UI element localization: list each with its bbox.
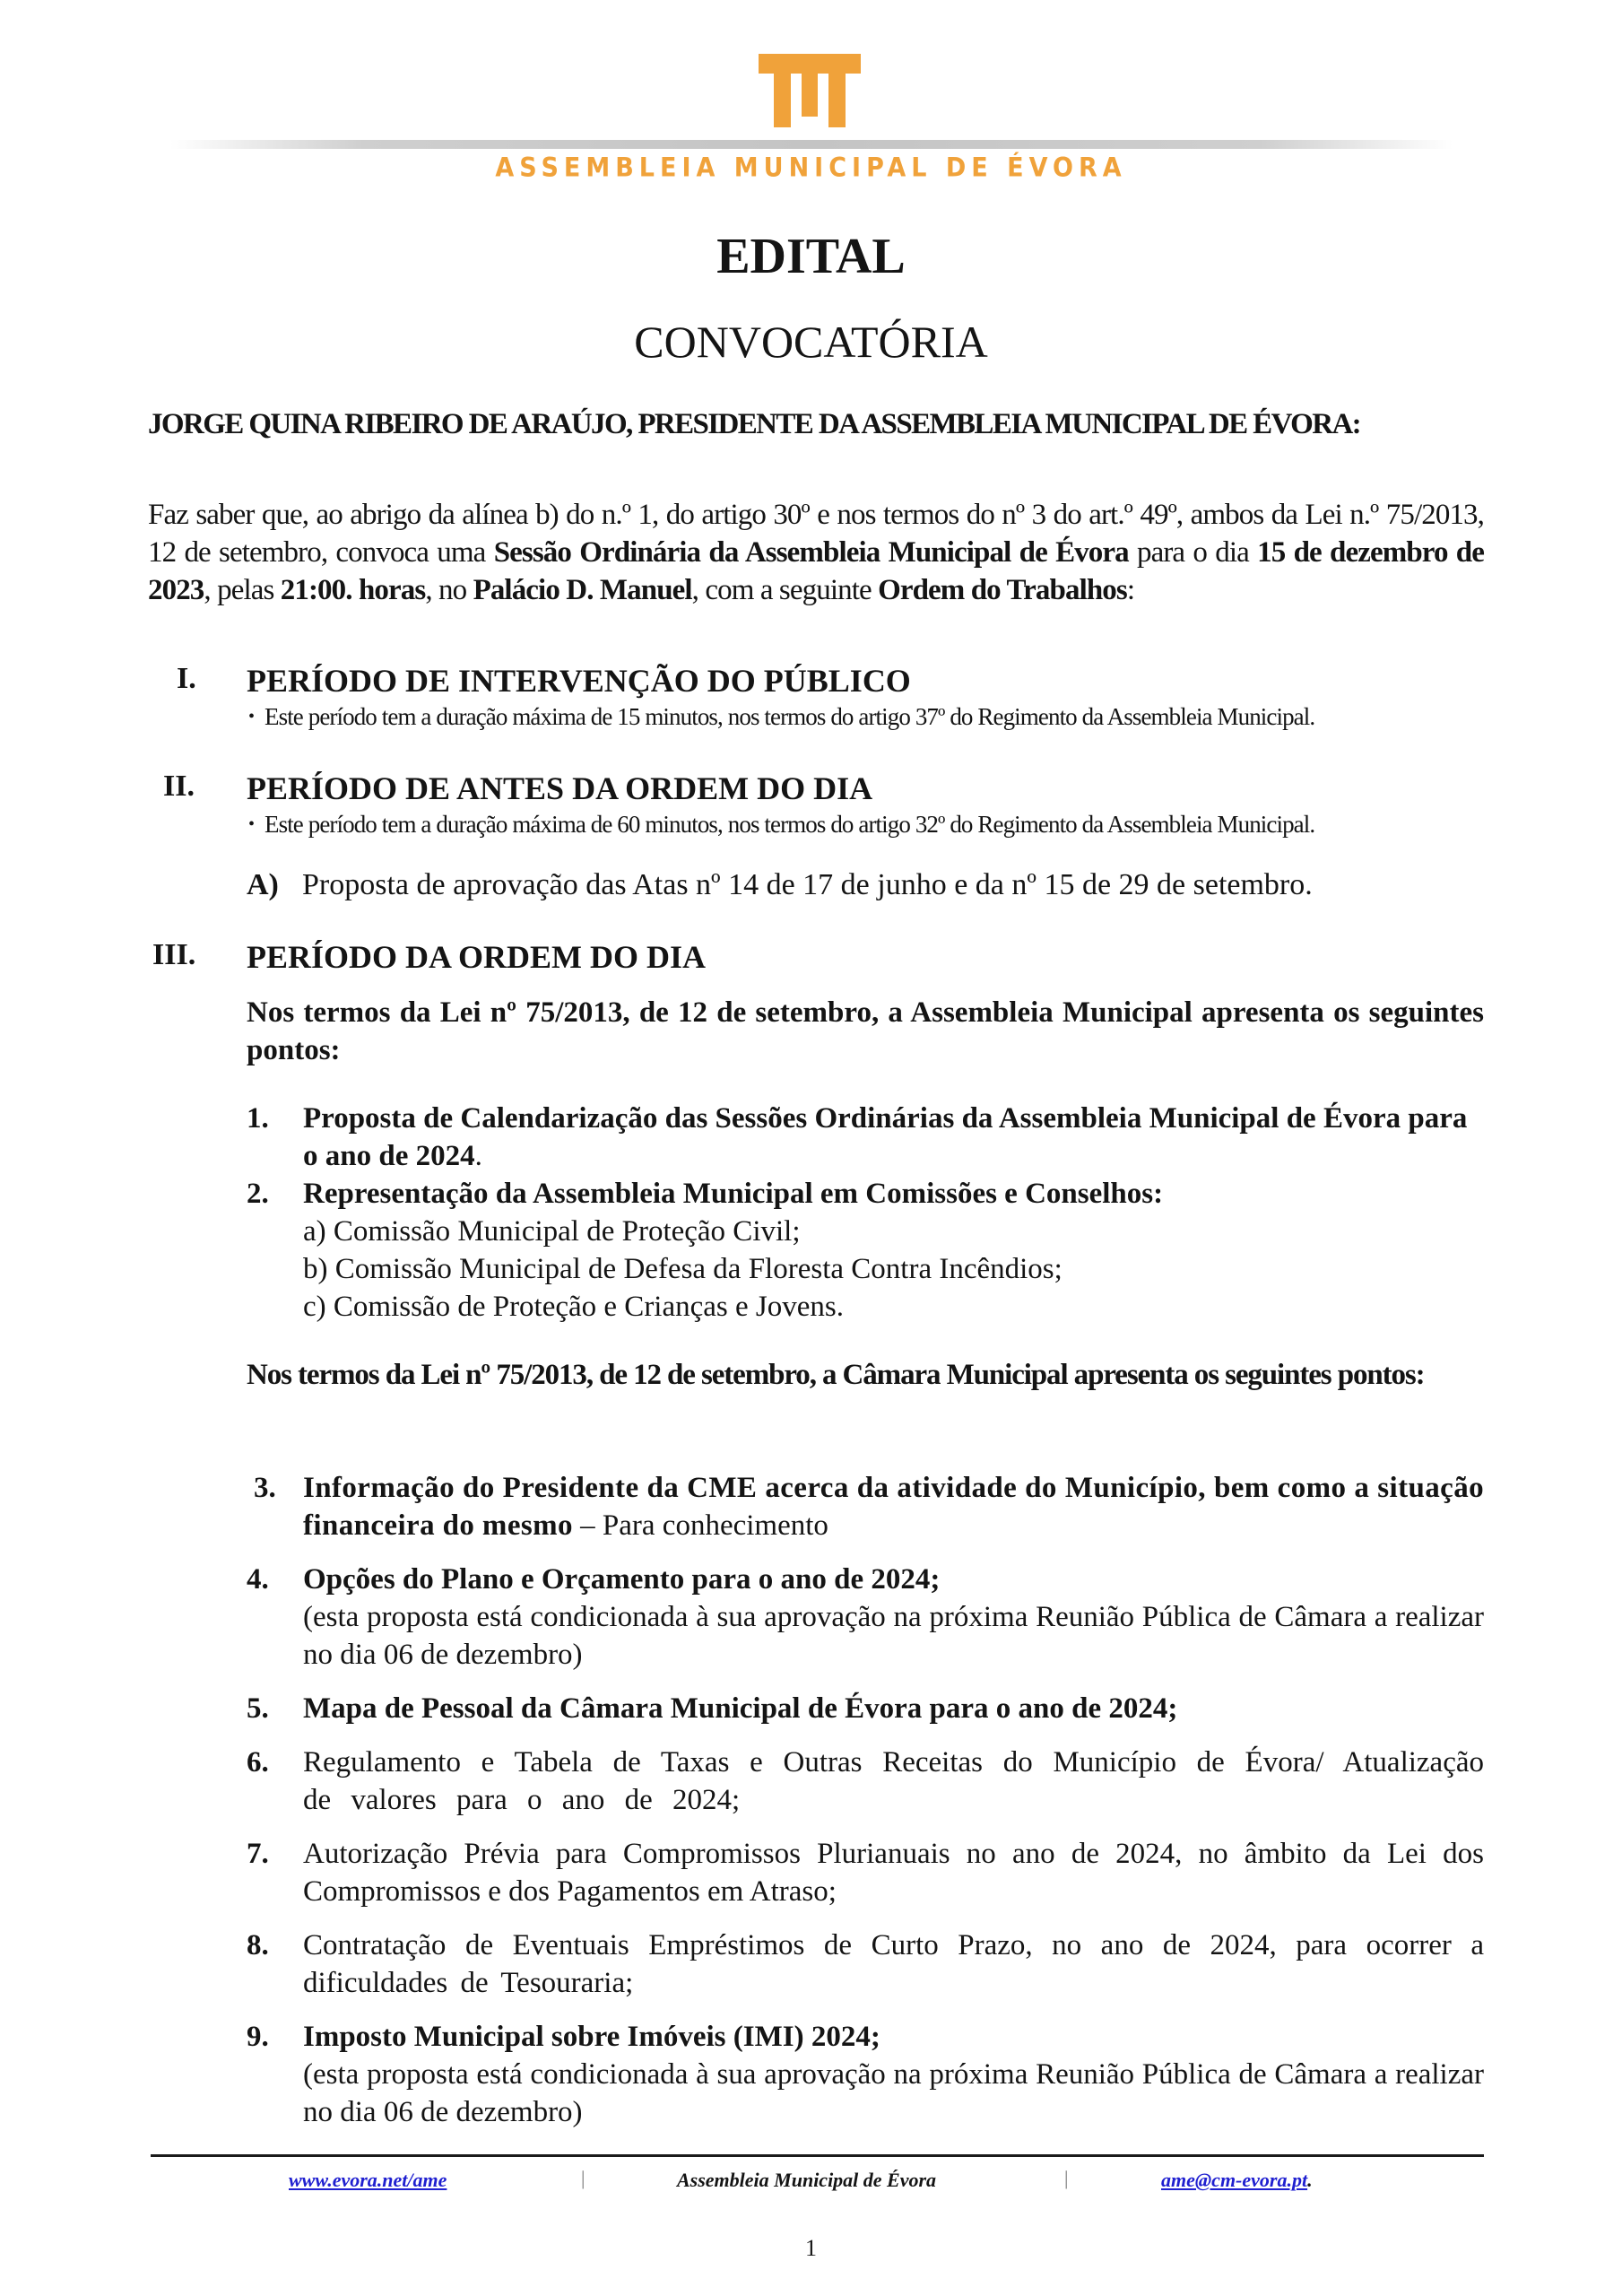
bullet-icon: • [248, 707, 255, 726]
item-title: Mapa de Pessoal da Câmara Municipal de Évora para o ano de 2024; [303, 1692, 1178, 1725]
session-venue: Palácio D. Manuel [473, 574, 692, 606]
intro-text: , pelas [204, 574, 281, 606]
footer-email-link[interactable]: ame@cm-evora.pt [1161, 2169, 1308, 2191]
footer-separator: | [1064, 2167, 1069, 2189]
document-subtitle: CONVOCATÓRIA [634, 317, 988, 367]
item-number: 1. [247, 1102, 269, 1135]
item-number: 3. [254, 1472, 276, 1504]
item-number: 9. [247, 2021, 269, 2053]
commission-item: a) Comissão Municipal de Proteção Civil; [303, 1215, 801, 1248]
footer-separator: | [581, 2167, 585, 2189]
intro-text: : [1126, 574, 1135, 606]
bullet-icon: • [248, 814, 255, 834]
item-tail: – Para conhecimento [572, 1509, 828, 1542]
item-text: Autorização Prévia para Compromissos Plurianuais no ano de 2024, no âmbito da Lei dos Compromissos e dos Pagamentos em Atraso; [303, 1838, 1484, 1908]
item-title: Opções do Plano e Orçamento para o ano de 2024; [303, 1563, 941, 1596]
item-number: 2. [247, 1178, 269, 1210]
item-number: 5. [247, 1692, 269, 1725]
subitem-label: A) [247, 868, 279, 901]
section-note [248, 703, 1314, 731]
assembly-points-intro: Nos termos da Lei nº 75/2013, de 12 de setembro, a Assembleia Municipal apresenta os seguintes pontos: [247, 996, 1484, 1066]
item-text [303, 1175, 1484, 1326]
item-text: Contratação de Eventuais Empréstimos de Curto Prazo, no ano de 2024, para ocorrer a dificuldades de Tesouraria; [303, 1929, 1484, 1999]
footer-email [1161, 2169, 1313, 2192]
item-note: (esta proposta está condicionada à sua aprovação na próxima Reunião Pública de Câmara a realizar no dia 06 de dezembro) [303, 2058, 1484, 2128]
item-number: 4. [247, 1563, 269, 1596]
header-divider [170, 140, 1453, 149]
section-title: PERÍODO DE INTERVENÇÃO DO PÚBLICO [247, 663, 911, 699]
item-number: 7. [247, 1838, 269, 1870]
intro-text: , com a seguinte [691, 574, 879, 606]
item-text [303, 1469, 1484, 1544]
agenda-subitem [247, 868, 1313, 902]
intro-text: , no [425, 574, 473, 606]
document-title: EDITAL [716, 229, 906, 284]
item-text [303, 1100, 1484, 1175]
commission-item: c) Comissão de Proteção e Crianças e Jovens. [303, 1291, 844, 1323]
section-title: PERÍODO DE ANTES DA ORDEM DO DIA [247, 770, 873, 806]
item-text [303, 2018, 1484, 2131]
item-title: Informação do Presidente da CME acerca da atividade do Município, bem como a situação financeira do mesmo [303, 1472, 1484, 1542]
item-title: Representação da Assembleia Municipal em Comissões e Conselhos: [303, 1178, 1164, 1210]
commission-item: b) Comissão Municipal de Defesa da Floresta Contra Incêndios; [303, 1253, 1063, 1285]
session-name: Sessão Ordinária da Assembleia Municipal de Évora [493, 536, 1129, 569]
item-text [303, 1690, 1484, 1727]
footer-email-tail: . [1307, 2169, 1313, 2191]
president-line: JORGE QUINA RIBEIRO DE ARAÚJO, PRESIDENTE DA ASSEMBLEIA MUNICIPAL DE ÉVORA: [148, 408, 1361, 440]
section-number: I. [177, 662, 196, 695]
section-number: II. [163, 770, 195, 803]
organization-name: ASSEMBLEIA MUNICIPAL DE ÉVORA [495, 152, 1127, 184]
item-text: Regulamento e Tabela de Taxas e Outras Receitas do Município de Évora/ Atualização de valores para o ano de 2024; [303, 1746, 1484, 1816]
item-title: Proposta de Calendarização das Sessões Ordinárias da Assembleia Municipal de Évora para o ano de 2024 [303, 1102, 1468, 1172]
session-date: 15 de dezembro de 2023 [148, 536, 1484, 606]
section-note [248, 811, 1314, 839]
item-number: 8. [247, 1929, 269, 1961]
session-time: 21:00. horas [280, 574, 426, 606]
item-title: Imposto Municipal sobre Imóveis (IMI) 2024; [303, 2021, 880, 2053]
section-title: PERÍODO DA ORDEM DO DIA [247, 939, 707, 975]
intro-text: para o dia [1128, 536, 1258, 569]
section-note-text: Este período tem a duração máxima de 60 minutos, nos termos do artigo 32º do Regimento da Assembleia Municipal. [265, 811, 1315, 838]
intro-text: Faz saber que, ao abrigo da alínea b) do n.º 1, do artigo 30º e nos termos do nº 3 do art.º 49º, ambos da Lei n.º 75/2013, 12 de setembro, convoca uma [148, 499, 1484, 569]
item-note: (esta proposta está condicionada à sua aprovação na próxima Reunião Pública de Câmara a realizar no dia 06 de dezembro) [303, 1601, 1484, 1671]
footer-website-link[interactable]: www.evora.net/ame [289, 2169, 447, 2191]
section-note-text: Este período tem a duração máxima de 15 minutos, nos termos do artigo 37º do Regimento da Assembleia Municipal. [265, 703, 1315, 730]
item-text [303, 1561, 1484, 1674]
section-number: III. [152, 938, 196, 971]
page-number: 1 [805, 2235, 817, 2261]
assembleia-columns-icon [759, 54, 861, 127]
subitem-text: Proposta de aprovação das Atas nº 14 de 17 de junho e da nº 15 de 29 de setembro. [302, 868, 1313, 901]
item-number: 6. [247, 1746, 269, 1779]
footer-organization: Assembleia Municipal de Évora [677, 2169, 937, 2191]
camara-points-intro: Nos termos da Lei nº 75/2013, de 12 de setembro, a Câmara Municipal apresenta os seguintes pontos: [247, 1359, 1425, 1391]
footer-divider [151, 2154, 1484, 2157]
agenda-label: Ordem do Trabalhos [878, 574, 1127, 606]
item-tail: . [474, 1140, 482, 1172]
intro-paragraph [148, 496, 1484, 609]
